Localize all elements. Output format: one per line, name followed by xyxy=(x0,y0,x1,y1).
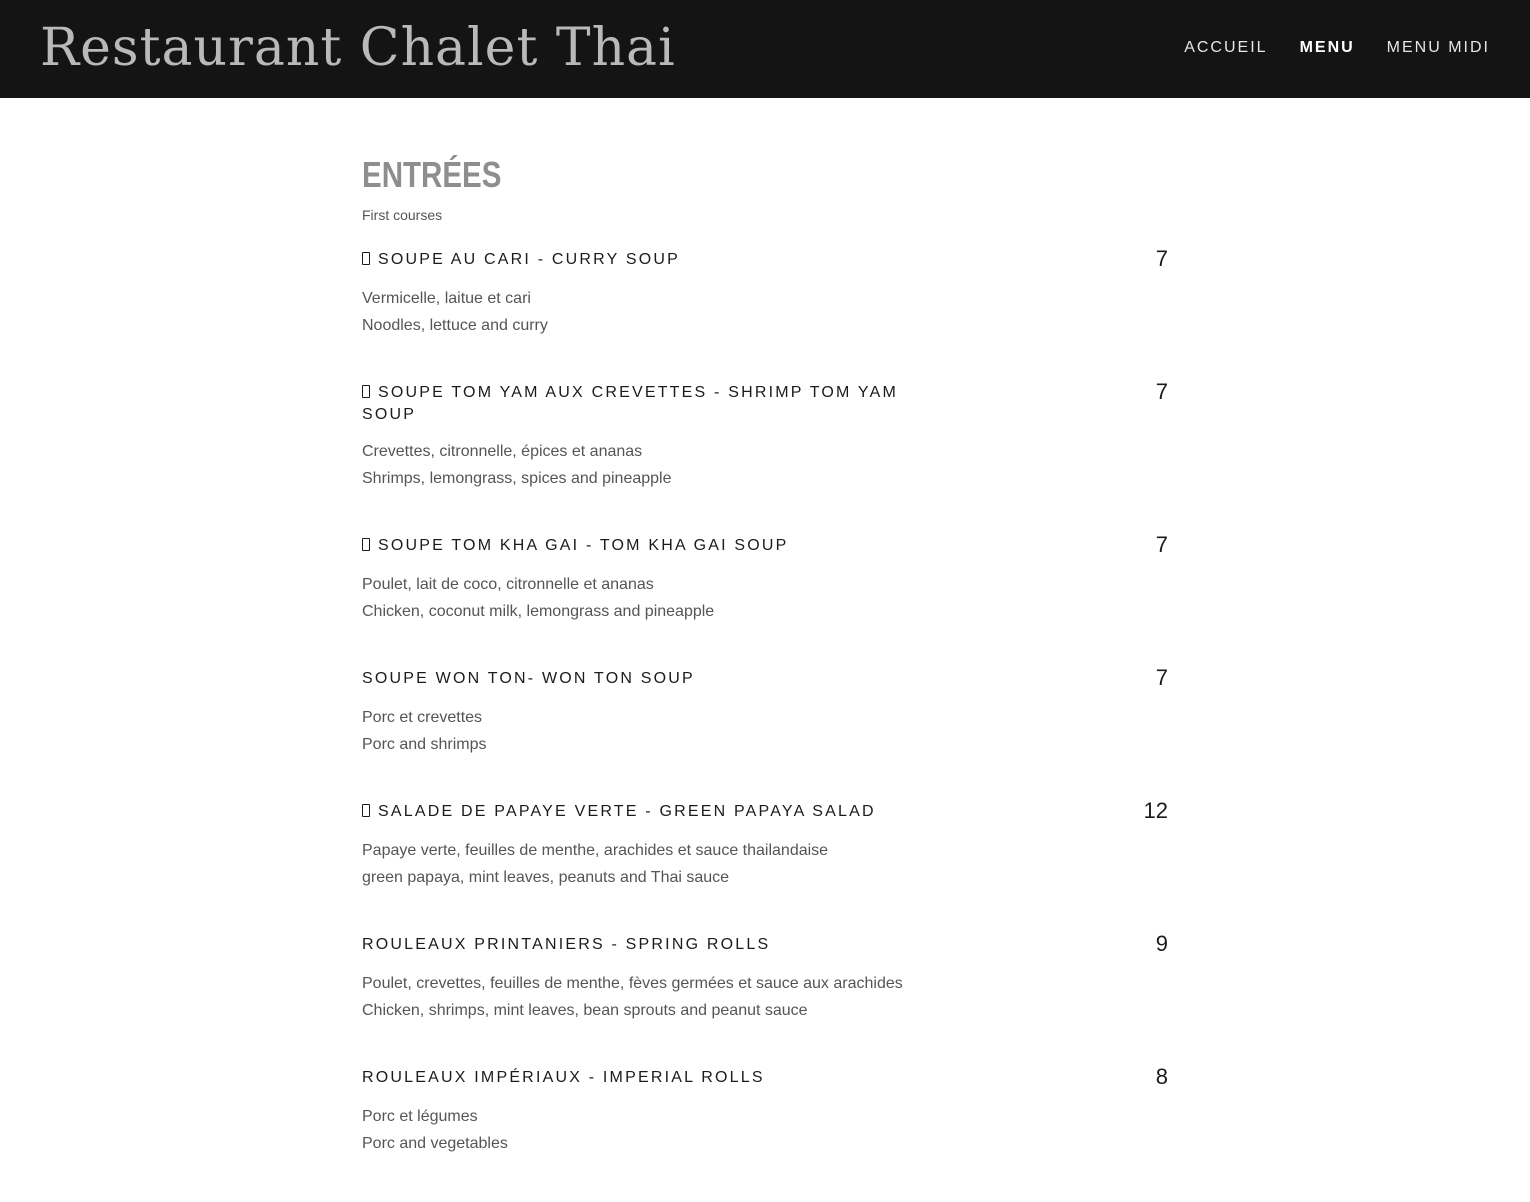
menu-item-description-en: Porc and shrimps xyxy=(362,736,487,753)
menu-item xyxy=(362,798,1168,891)
menu-item-description-en: Noodles, lettuce and curry xyxy=(362,317,548,334)
section-subtitle: First courses xyxy=(362,207,443,223)
menu-item-description-en: Porc and vegetables xyxy=(362,1135,508,1152)
menu-item-description-en: green papaya, mint leaves, peanuts and Thai sauce xyxy=(362,869,730,886)
menu-item-name: SOUPE WON TON- WON TON SOUP xyxy=(362,670,695,687)
menu-item-price: 7 xyxy=(1155,532,1168,557)
menu-item-name: SALADE DE PAPAYE VERTE - GREEN PAPAYA SALAD xyxy=(362,801,922,823)
nav-link-menu-midi[interactable]: MENU MIDI xyxy=(1386,39,1490,56)
menu-item-price: 7 xyxy=(1155,379,1168,404)
menu-item-price: 8 xyxy=(1155,1064,1168,1089)
menu-item xyxy=(362,931,1168,1024)
section-title: ENTRÉES xyxy=(362,154,502,195)
menu-item-price: 9 xyxy=(1155,931,1168,956)
menu-item xyxy=(362,379,1168,492)
spicy-icon xyxy=(362,804,370,817)
menu-item-name: SOUPE TOM KHA GAI - TOM KHA GAI SOUP xyxy=(362,535,922,557)
site-brand-title[interactable]: Restaurant Chalet Thai xyxy=(40,18,676,78)
nav-link-menu[interactable]: MENU xyxy=(1299,39,1355,56)
menu-item-list xyxy=(362,246,1168,1157)
menu-item-description-fr: Papaye verte, feuilles de menthe, arachides et sauce thailandaise xyxy=(362,842,829,859)
menu-item-name: ROULEAUX IMPÉRIAUX - IMPERIAL ROLLS xyxy=(362,1069,765,1086)
main-nav xyxy=(1184,37,1490,59)
spicy-icon xyxy=(362,252,370,265)
menu-item xyxy=(362,246,1168,339)
menu-item xyxy=(362,532,1168,625)
menu-item xyxy=(362,1064,1168,1157)
menu-item-description-fr: Porc et crevettes xyxy=(362,709,483,726)
menu-item-price: 7 xyxy=(1155,665,1168,690)
menu-item xyxy=(362,665,1168,758)
nav-link-accueil[interactable]: ACCUEIL xyxy=(1184,39,1268,56)
menu-item-description-fr: Porc et légumes xyxy=(362,1108,478,1125)
menu-item-price: 7 xyxy=(1155,246,1168,271)
menu-item-price: 12 xyxy=(1143,798,1168,823)
top-navigation-bar xyxy=(0,0,1530,98)
menu-item-description-fr: Crevettes, citronnelle, épices et ananas xyxy=(362,443,643,460)
menu-item-description-en: Shrimps, lemongrass, spices and pineapple xyxy=(362,470,672,487)
menu-content xyxy=(362,150,1168,1200)
menu-item-description-en: Chicken, coconut milk, lemongrass and pineapple xyxy=(362,603,715,620)
menu-item-description-fr: Poulet, crevettes, feuilles de menthe, fèves germées et sauce aux arachides xyxy=(362,975,903,992)
spicy-icon xyxy=(362,538,370,551)
menu-item-name: SOUPE AU CARI - CURRY SOUP xyxy=(362,249,922,271)
menu-item-name: SOUPE TOM YAM AUX CREVETTES - SHRIMP TOM YAM SOUP xyxy=(362,384,899,423)
menu-item-name: ROULEAUX PRINTANIERS - SPRING ROLLS xyxy=(362,936,771,953)
menu-item-description-en: Chicken, shrimps, mint leaves, bean sprouts and peanut sauce xyxy=(362,1002,808,1019)
menu-item-description-fr: Poulet, lait de coco, citronnelle et ananas xyxy=(362,576,654,593)
spicy-icon xyxy=(362,385,370,398)
menu-item-description-fr: Vermicelle, laitue et cari xyxy=(362,290,531,307)
